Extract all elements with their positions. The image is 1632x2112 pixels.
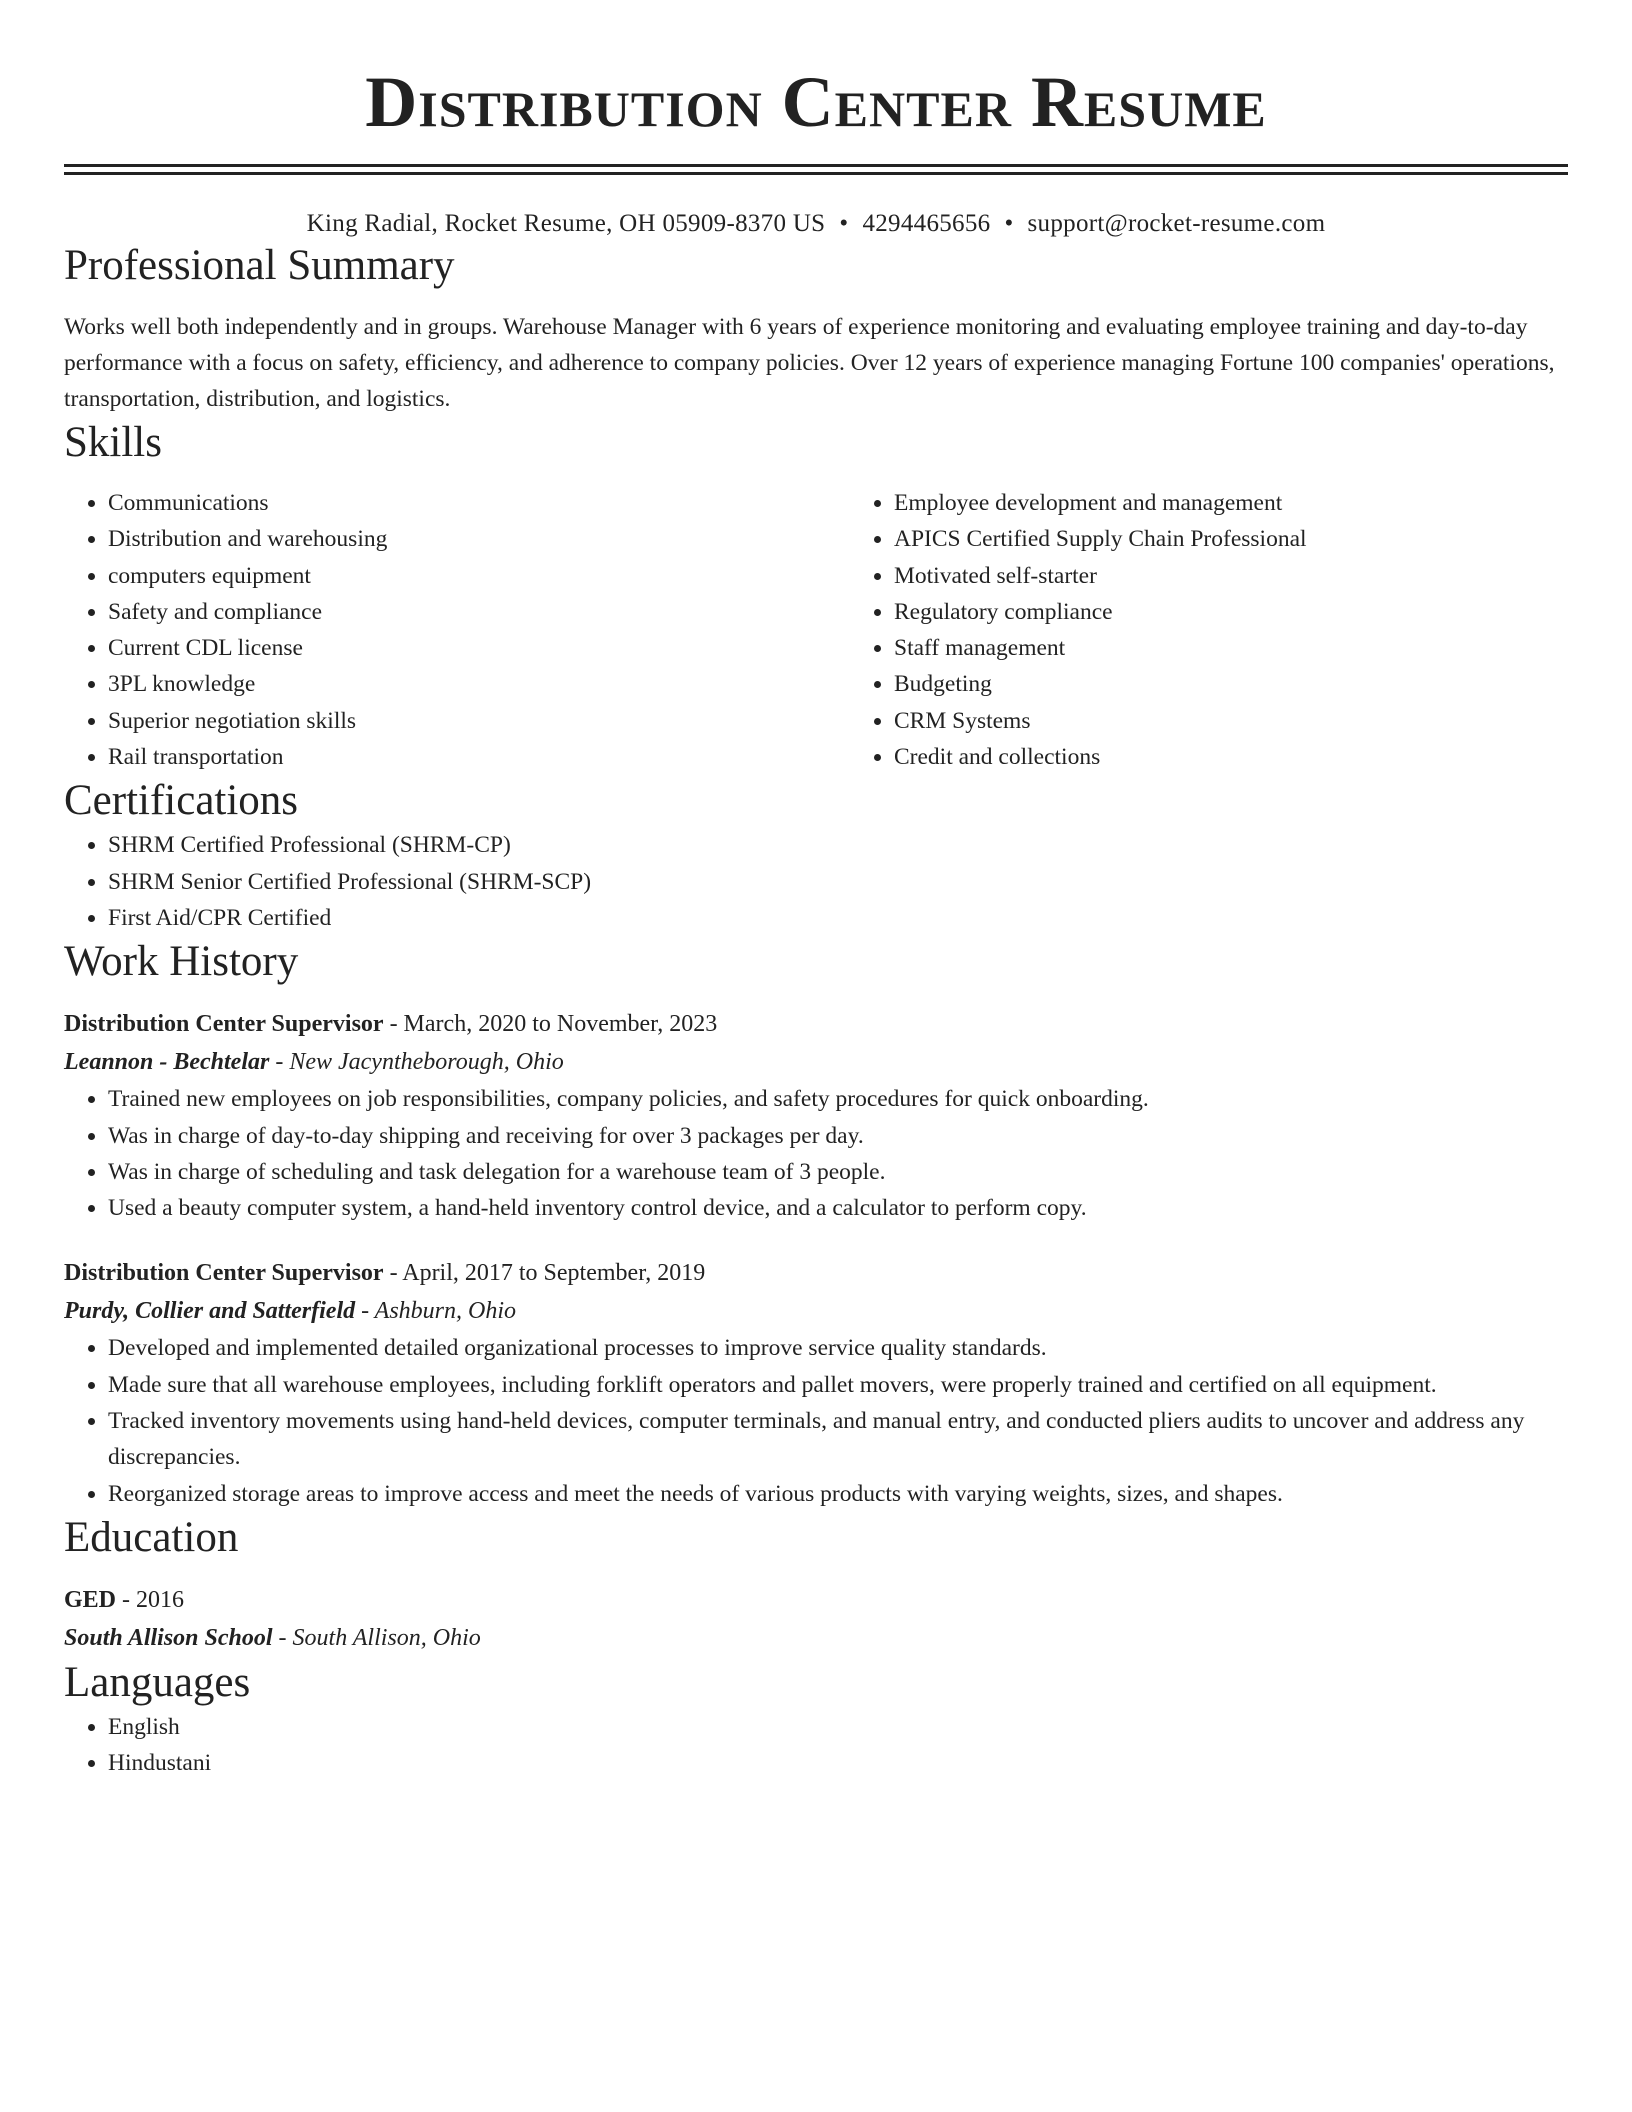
skill-item: • Budgeting xyxy=(894,666,1632,702)
education-entry xyxy=(64,1581,1568,1657)
skill-item: • Current CDL license xyxy=(108,630,850,666)
work-history-heading: Work History xyxy=(64,938,299,986)
job-company: Leannon - Bechtelar xyxy=(64,1049,270,1076)
contact-address: King Radial, Rocket Resume, OH 05909-8370 US xyxy=(306,210,826,237)
languages-heading: Languages xyxy=(64,1658,251,1706)
degree-line xyxy=(64,1581,1568,1619)
job-company-line xyxy=(64,1292,1568,1330)
school-location: - South Allison, Ohio xyxy=(272,1624,481,1651)
responsibility-item: • Trained new employees on job responsibilities, company policies, and safety procedures for quick onboarding. xyxy=(108,1081,1568,1117)
skills-heading: Skills xyxy=(64,419,162,466)
contact-phone: 4294465656 xyxy=(862,210,991,237)
skills-columns xyxy=(64,485,1568,775)
skill-item: • Distribution and warehousing xyxy=(108,521,850,557)
contact-separator: • xyxy=(839,210,849,237)
skill-item: • Rail transportation xyxy=(108,739,850,775)
skill-item: • Regulatory compliance xyxy=(894,594,1632,630)
skill-item: • Communications xyxy=(108,485,850,521)
certifications-heading: Certifications xyxy=(64,777,299,825)
responsibility-item: • Was in charge of day-to-day shipping and receiving for over 3 packages per day. xyxy=(108,1118,1568,1154)
summary-heading: Professional Summary xyxy=(64,242,455,289)
skill-item: • Safety and compliance xyxy=(108,594,850,630)
skill-item: • Motivated self-starter xyxy=(894,558,1632,594)
title-divider-thin xyxy=(64,172,1568,175)
responsibility-item: • Reorganized storage areas to improve access and meet the needs of various products with varying weights, sizes, and shapes. xyxy=(108,1476,1568,1512)
skill-item: • 3PL knowledge xyxy=(108,666,850,702)
job-entry xyxy=(64,1254,1568,1511)
skill-item: • CRM Systems xyxy=(894,703,1632,739)
skill-item: • Employee development and management xyxy=(894,485,1632,521)
job-location: - Ashburn, Ohio xyxy=(355,1298,517,1325)
languages-list xyxy=(64,1709,1568,1782)
summary-text: Works well both independently and in groups. Warehouse Manager with 6 years of experience monitoring and evaluating employee training and day-to-day performance with a focus on safety, efficiency, and adherence to company policies. Over 12 years of experience managing Fortune 100 companies' operations, transportation, distribution, and logistics. xyxy=(64,314,1555,412)
skills-list-left xyxy=(64,485,850,775)
responsibility-item: • Tracked inventory movements using hand-held devices, computer terminals, and manual entry, and conducted pliers audits to uncover and address any discrepancies. xyxy=(108,1403,1568,1476)
job-company: Purdy, Collier and Satterfield xyxy=(64,1298,356,1325)
job-title: Distribution Center Supervisor xyxy=(64,1260,384,1287)
job-dates: - March, 2020 to November, 2023 xyxy=(383,1011,718,1038)
job-dates: - April, 2017 to September, 2019 xyxy=(383,1260,706,1287)
certifications-list xyxy=(64,827,1568,936)
skill-item: • computers equipment xyxy=(108,558,850,594)
job-location: - New Jacyntheborough, Ohio xyxy=(269,1049,564,1076)
contact-separator: • xyxy=(1004,210,1014,237)
title-divider-thick xyxy=(64,164,1568,167)
contact-email: support@rocket-resume.com xyxy=(1027,210,1326,237)
job-responsibilities xyxy=(64,1081,1568,1226)
certification-item: • SHRM Senior Certified Professional (SHRM-SCP) xyxy=(108,864,1568,900)
job-responsibilities xyxy=(64,1330,1568,1511)
job-entry xyxy=(64,1005,1568,1226)
responsibility-item: • Developed and implemented detailed organizational processes to improve service quality standards. xyxy=(108,1330,1568,1366)
school-line xyxy=(64,1619,1568,1657)
skill-item: • APICS Certified Supply Chain Professional xyxy=(894,521,1632,557)
skill-item: • Superior negotiation skills xyxy=(108,703,850,739)
responsibility-item: • Made sure that all warehouse employees, including forklift operators and pallet movers, were properly trained and certified on all equipment. xyxy=(108,1367,1568,1403)
resume-title: Distribution Center Resume xyxy=(365,62,1267,142)
job-company-line xyxy=(64,1043,1568,1081)
education-heading: Education xyxy=(64,1513,239,1561)
responsibility-item: • Was in charge of scheduling and task delegation for a warehouse team of 3 people. xyxy=(108,1154,1568,1190)
language-item: • Hindustani xyxy=(108,1745,1568,1781)
degree: GED xyxy=(64,1586,117,1613)
certification-item: • First Aid/CPR Certified xyxy=(108,900,1568,936)
responsibility-item: • Used a beauty computer system, a hand-held inventory control device, and a calculator to perform copy. xyxy=(108,1190,1568,1226)
skill-item: • Credit and collections xyxy=(894,739,1632,775)
contact-line xyxy=(64,208,1568,240)
certification-item: • SHRM Certified Professional (SHRM-CP) xyxy=(108,827,1568,863)
skills-list-right xyxy=(850,485,1632,775)
language-item: • English xyxy=(108,1709,1568,1745)
graduation-year: - 2016 xyxy=(116,1586,185,1613)
school-name: South Allison School xyxy=(64,1624,273,1651)
job-title-line xyxy=(64,1005,1568,1043)
job-title: Distribution Center Supervisor xyxy=(64,1011,384,1038)
skill-item: • Staff management xyxy=(894,630,1632,666)
job-title-line xyxy=(64,1254,1568,1292)
